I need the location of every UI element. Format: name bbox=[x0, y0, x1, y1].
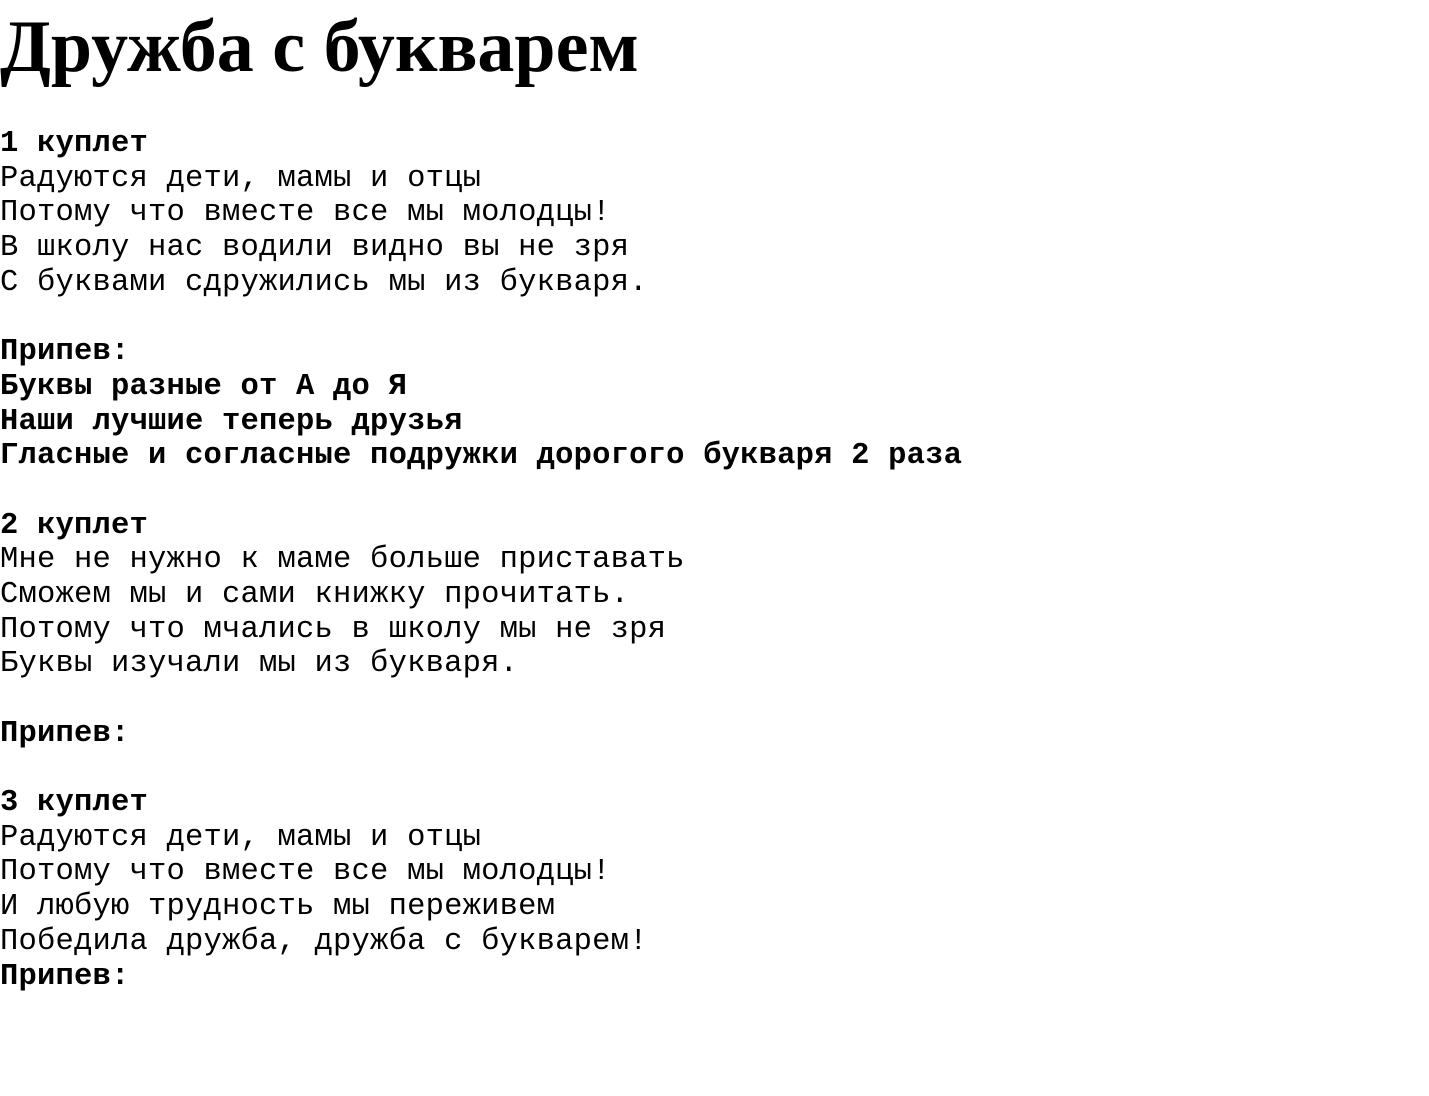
chorus-line: Буквы разные от А до Я bbox=[0, 369, 408, 404]
verse-1-line: В школу нас водили видно вы не зря bbox=[0, 231, 630, 266]
lyrics-body bbox=[0, 127, 962, 994]
verse-3-heading: 3 куплет bbox=[0, 786, 149, 821]
verse-2-line: Сможем мы и сами книжку прочитать. bbox=[0, 577, 630, 612]
verse-3-line: Победила дружба, дружба с букварем! bbox=[0, 924, 648, 959]
verse-1-heading: 1 куплет bbox=[0, 127, 149, 161]
verse-3-line: И любую трудность мы переживем bbox=[0, 890, 556, 925]
chorus-heading: Припев: bbox=[0, 335, 130, 370]
verse-3-line: Радуются дети, мамы и отцы bbox=[0, 820, 482, 855]
chorus-line: Наши лучшие теперь друзья bbox=[0, 404, 463, 439]
chorus-reference: Припев: bbox=[0, 716, 130, 751]
verse-1-line: Потому что вместе все мы молодцы! bbox=[0, 196, 611, 231]
chorus-reference: Припев: bbox=[0, 959, 130, 994]
verse-1-line: Радуются дети, мамы и отцы bbox=[0, 161, 482, 196]
stanza-gap bbox=[0, 682, 962, 717]
verse-2-line: Буквы изучали мы из букваря. bbox=[0, 647, 519, 682]
stanza-gap bbox=[0, 474, 962, 509]
verse-3-line: Потому что вместе все мы молодцы! bbox=[0, 855, 611, 890]
verse-2-heading: 2 куплет bbox=[0, 508, 149, 543]
chorus-line: Гласные и согласные подружки дорогого букваря 2 раза bbox=[0, 439, 963, 474]
stanza-gap bbox=[0, 300, 962, 335]
verse-1-line: С буквами сдружились мы из букваря. bbox=[0, 265, 648, 300]
verse-2-line: Потому что мчались в школу мы не зря bbox=[0, 612, 667, 647]
song-title: Дружба с букварем bbox=[0, 6, 639, 88]
verse-2-line: Мне не нужно к маме больше приставать bbox=[0, 543, 685, 578]
stanza-gap bbox=[0, 751, 962, 786]
